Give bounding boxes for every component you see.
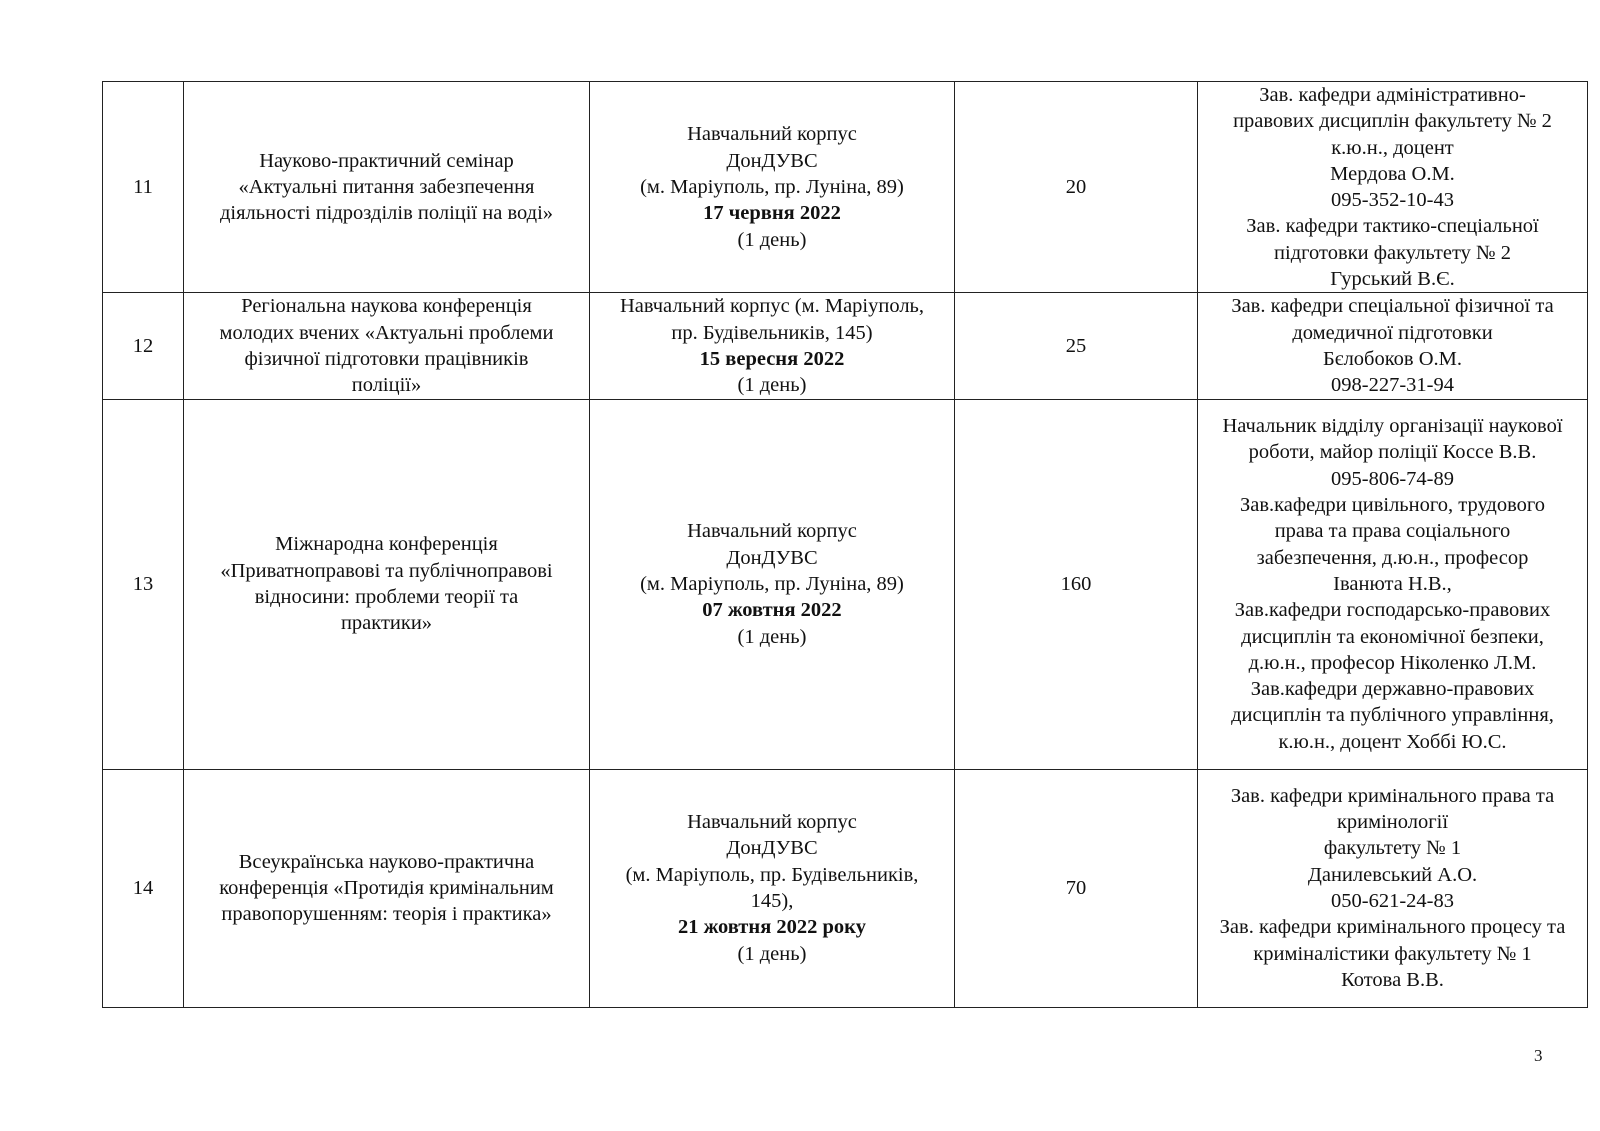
event-name-line: поліції»: [351, 374, 422, 397]
event-name-line: фізичної підготовки працівників: [244, 347, 529, 370]
responsible-line: к.ю.н., доцент Хоббі Ю.С.: [1278, 730, 1507, 753]
responsible-line: Зав. кафедри адміністративно-: [1259, 84, 1526, 106]
responsible-line: домедичної підготовки: [1292, 321, 1493, 344]
venue-line: (м. Маріуполь, пр. Луніна, 89): [640, 572, 904, 595]
responsible-cell: [1198, 399, 1588, 769]
venue-line: ДонДУВС: [726, 546, 818, 569]
venue-line: Навчальний корпус: [687, 811, 857, 834]
venue-line: Навчальний корпус: [687, 123, 857, 146]
venue-cell: [590, 399, 955, 769]
event-name-line: молодих вчених «Актуальні проблеми: [219, 321, 554, 344]
responsible-line: Іванюта Н.В.,: [1333, 572, 1452, 595]
event-duration: (1 день): [737, 942, 807, 965]
responsible-line: Котова В.В.: [1341, 968, 1444, 991]
venue-cell: [590, 769, 955, 1007]
venue-cell: [590, 293, 955, 399]
row-number-cell: [103, 769, 184, 1007]
table-row: [103, 399, 1588, 769]
venue-line: ДонДУВС: [726, 837, 818, 860]
venue-line: пр. Будівельників, 145): [671, 321, 873, 344]
responsible-line: дисциплін та економічної безпеки,: [1241, 625, 1544, 648]
responsible-line: д.ю.н., професор Ніколенко Л.М.: [1248, 651, 1537, 674]
row-number: 14: [132, 876, 154, 899]
participants-count: 25: [1065, 334, 1087, 357]
responsible-line: Начальник відділу організації наукової: [1222, 415, 1563, 438]
event-name-line: відносини: проблеми теорії та: [254, 586, 519, 609]
row-number: 12: [132, 334, 154, 357]
page-number: 3: [1534, 1046, 1543, 1065]
event-name-line: практики»: [340, 612, 433, 635]
table-row: [103, 293, 1588, 399]
responsible-line: Мердова О.М.: [1330, 162, 1455, 185]
venue-line: Навчальний корпус (м. Маріуполь,: [619, 295, 925, 318]
event-date: 15 вересня 2022: [699, 347, 845, 370]
responsible-line: Зав.кафедри цивільного, трудового: [1239, 494, 1546, 517]
responsible-line: 050-621-24-83: [1331, 890, 1454, 913]
event-date: 17 червня 2022: [703, 202, 841, 225]
table-row: [103, 769, 1588, 1007]
row-number: 13: [132, 572, 154, 595]
events-table: [102, 81, 1588, 1008]
event-name-cell: [184, 769, 590, 1007]
venue-line: 145),: [750, 890, 794, 913]
event-name-line: «Приватноправові та публічноправові: [220, 559, 553, 582]
participants-count: 160: [1060, 572, 1092, 595]
event-name-line: правопорушенням: теорія і практика»: [221, 903, 552, 926]
responsible-line: кримінології: [1336, 811, 1449, 834]
responsible-cell: [1198, 769, 1588, 1007]
responsible-line: дисциплін та публічного управління,: [1231, 704, 1554, 727]
event-name-line: Науково-практичний семінар: [259, 149, 514, 172]
participants-count: 20: [1065, 176, 1087, 199]
responsible-line: Зав.кафедри державно-правових: [1250, 678, 1535, 701]
responsible-line: Зав. кафедри спеціальної фізичної та: [1231, 295, 1554, 318]
event-duration: (1 день): [737, 625, 807, 648]
responsible-line: факультету № 1: [1323, 837, 1462, 860]
event-name-cell: [184, 399, 590, 769]
event-date: 21 жовтня 2022 року: [678, 916, 866, 939]
participants-cell: [955, 399, 1198, 769]
responsible-line: Бєлобоков О.М.: [1323, 347, 1462, 370]
venue-line: Навчальний корпус: [687, 520, 857, 543]
event-name-line: конференція «Протидія кримінальним: [219, 876, 554, 899]
participants-cell: [955, 769, 1198, 1007]
row-number-cell: [103, 293, 184, 399]
event-name-cell: [184, 82, 590, 293]
event-name-line: Міжнародна конференція: [275, 533, 498, 556]
responsible-line: Зав. кафедри тактико-спеціальної: [1246, 215, 1539, 238]
row-number-cell: [103, 82, 184, 293]
row-number: 11: [133, 176, 153, 199]
event-name-line: Всеукраїнська науково-практична: [238, 850, 535, 873]
responsible-line: 098-227-31-94: [1331, 374, 1454, 397]
responsible-cell: [1198, 293, 1588, 399]
event-name-line: діяльності підрозділів поліції на воді»: [219, 202, 554, 225]
participants-cell: [955, 293, 1198, 399]
responsible-line: забезпечення, д.ю.н., професор: [1256, 546, 1529, 569]
event-name-cell: [184, 293, 590, 399]
event-duration: (1 день): [737, 374, 807, 397]
participants-count: 70: [1065, 876, 1087, 899]
responsible-line: Зав. кафедри кримінального права та: [1230, 784, 1555, 807]
responsible-line: права та права соціального: [1274, 520, 1511, 543]
venue-line: ДонДУВС: [726, 149, 818, 172]
responsible-line: криміналістики факультету № 1: [1253, 942, 1532, 965]
responsible-line: правових дисциплін факультету № 2: [1233, 110, 1552, 133]
row-number-cell: [103, 399, 184, 769]
event-duration: (1 день): [737, 228, 807, 251]
responsible-line: Данилевський А.О.: [1307, 863, 1478, 886]
responsible-line: 095-352-10-43: [1331, 189, 1454, 212]
responsible-line: Зав. кафедри кримінального процесу та: [1219, 916, 1566, 939]
responsible-line: к.ю.н., доцент: [1331, 136, 1454, 159]
event-name-line: Регіональна наукова конференція: [241, 295, 532, 318]
venue-line: (м. Маріуполь, пр. Будівельників,: [625, 863, 919, 886]
responsible-cell: [1198, 82, 1588, 293]
responsible-line: 095-806-74-89: [1331, 467, 1454, 490]
participants-cell: [955, 82, 1198, 293]
event-date: 07 жовтня 2022: [702, 599, 842, 622]
responsible-line: роботи, майор поліції Коссе В.В.: [1248, 441, 1537, 464]
responsible-line: підготовки факультету № 2: [1274, 241, 1511, 264]
responsible-line: Зав.кафедри господарсько-правових: [1234, 599, 1551, 622]
responsible-line: Гурський В.Є.: [1330, 268, 1455, 291]
venue-line: (м. Маріуполь, пр. Луніна, 89): [640, 176, 904, 199]
table-row: [103, 82, 1588, 293]
venue-cell: [590, 82, 955, 293]
event-name-line: «Актуальні питання забезпечення: [238, 176, 535, 199]
